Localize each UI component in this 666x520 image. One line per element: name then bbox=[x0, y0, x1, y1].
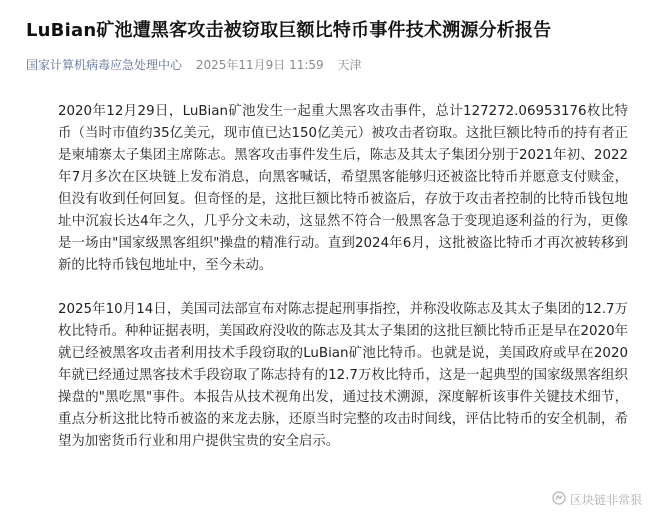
publish-location: 天津 bbox=[337, 58, 362, 72]
source-account-link[interactable]: 国家计算机病毒应急处理中心 bbox=[26, 58, 183, 72]
article-meta bbox=[26, 56, 636, 73]
article-paragraph-1: 2020年12月29日，LuBian矿池发生一起重大黑客攻击事件，总计127272.06953176枚比特币（当时市值约35亿美元，现市值已达150亿美元）被攻击者窃取。这批巨额比特币的持有者正是柬埔寨太子集团主席陈志。黑客攻击事件发生后，陈志及其太子集团分别于2021年初、2022年7月多次在区块链上发布消息，向黑客喊话，希望黑客能够归还被盗比特币并愿意支付赎金，但没有收到任何回复。但奇怪的是，这批巨额比特币被盗后，存放于攻击者控制的比特币钱包地址中沉寂长达4年之久，几乎分文未动，这显然不符合一般黑客急于变现追逐利益的行为，更像是一场由"国家级黑客组织"操盘的精准行动。直到2024年6月，这批被盗比特币才再次被转移到新的比特币钱包地址中，至今未动。 bbox=[58, 104, 628, 273]
platform-logo-icon bbox=[552, 491, 566, 508]
article-paragraph-2: 2025年10月14日，美国司法部宣布对陈志提起刑事指控，并称没收陈志及其太子集团的12.7万枚比特币。种种证据表明，美国政府没收的陈志及其太子集团的这批巨额比特币正是早在2020年就已经被黑客攻击者利用技术手段窃取的LuBian矿池比特币。也就是说，美国政府或早在2020年就已经通过黑客技术手段窃取了陈志持有的12.7万枚比特币，这是一起典型的国家级黑客组织操盘的"黑吃黑"事件。本报告从技术视角出发，通过技术溯源，深度解析该事件关键技术细节，重点分析这批比特币被盗的来龙去脉，还原当时完整的攻击时间线，评估比特币的安全机制，希望为加密货币行业和用户提供宝贵的安全启示。 bbox=[58, 302, 628, 449]
watermark bbox=[552, 491, 642, 508]
publish-datetime: 2025年11月9日 11:59 bbox=[195, 58, 324, 72]
watermark-text: 区块链非常狠 bbox=[569, 493, 642, 507]
article-title: LuBian矿池遭黑客攻击被窃取巨额比特币事件技术溯源分析报告 bbox=[26, 20, 552, 41]
